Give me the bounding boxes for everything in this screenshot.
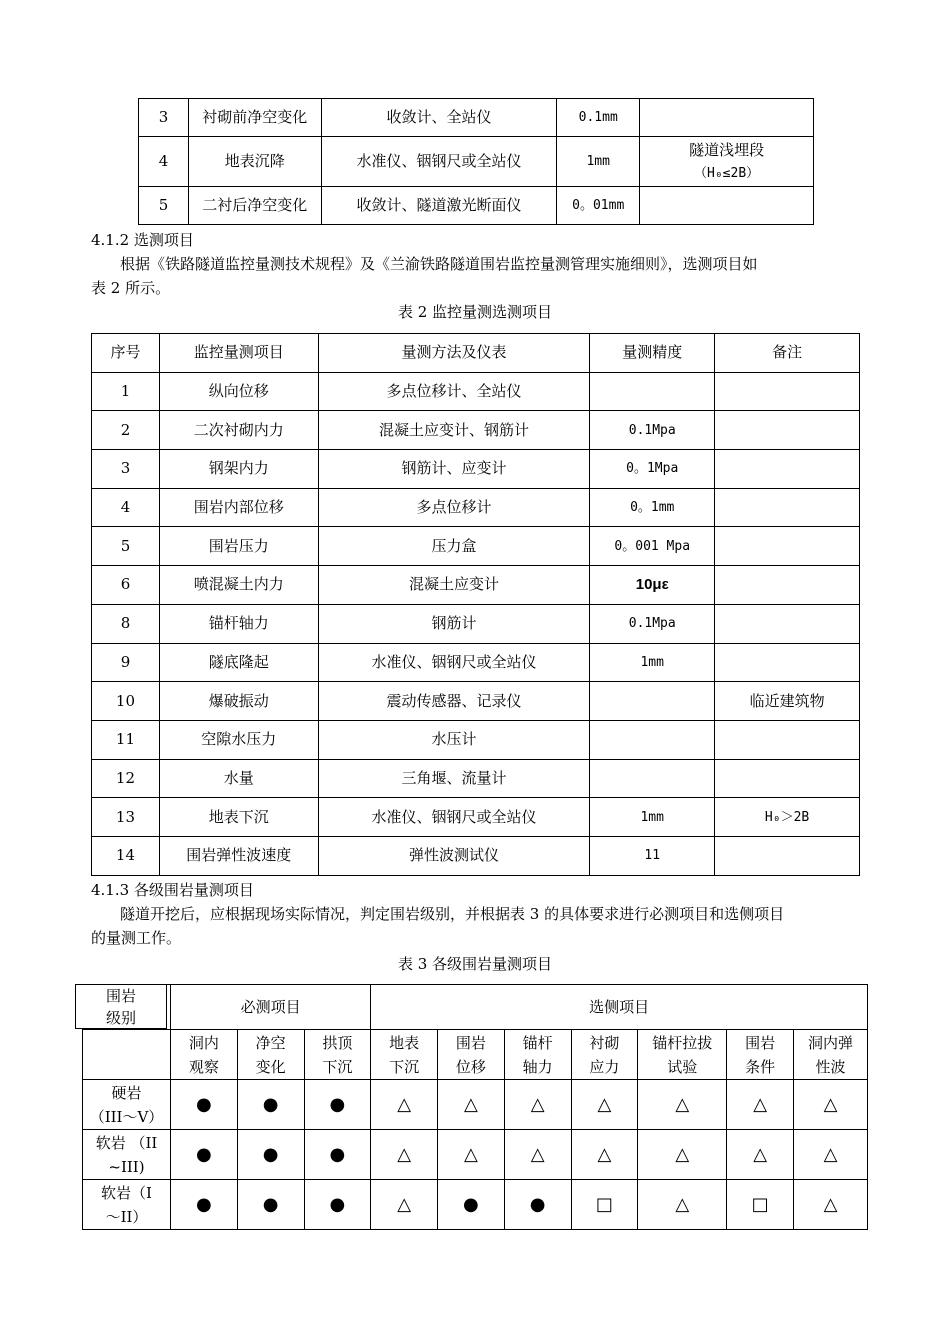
cell: 0.1Mpa: [590, 604, 715, 643]
cell: 钢架内力: [159, 450, 318, 489]
header-cell: [727, 1030, 794, 1080]
header-line-2: 应力: [589, 1057, 620, 1076]
header-line-1: 围岩: [745, 1033, 776, 1052]
header-line-1: 拱顶: [322, 1033, 353, 1052]
cell: 水准仪、铟钢尺或全站仪: [318, 798, 590, 837]
cell: 爆破振动: [159, 682, 318, 721]
table2-caption: 表 2 监控量测选测项目: [397, 303, 553, 321]
cell: 混凝土应变计: [318, 566, 590, 605]
table-row: [92, 411, 860, 450]
cell: 8: [92, 604, 160, 643]
cell: 临近建筑物: [715, 682, 860, 721]
table-row: [92, 798, 860, 837]
header-cell: 量测精度: [590, 334, 715, 373]
rock-grade-corner-label: [75, 984, 167, 1029]
cell: 10με: [590, 566, 715, 605]
cell: 二次衬砌内力: [159, 411, 318, 450]
header-line-2: 下沉: [322, 1057, 353, 1076]
header-line-1: 锚杆: [522, 1033, 553, 1052]
table1: [138, 98, 814, 225]
cell: 水准仪、铟钢尺或全站仪: [318, 643, 590, 682]
header-cell: 量测方法及仪表: [318, 334, 590, 373]
group-optional: 选侧项目: [371, 985, 868, 1030]
cell: 0。001 Mpa: [590, 527, 715, 566]
cell: 5: [92, 527, 160, 566]
cell: 水量: [159, 759, 318, 798]
cell: 10: [92, 682, 160, 721]
corner-line-2: 级别: [105, 1009, 136, 1027]
table-row: [92, 450, 860, 489]
mark-cell: ●: [237, 1180, 304, 1230]
header-line-1: 衬砌: [589, 1033, 620, 1052]
header-line-2: 性波: [815, 1057, 846, 1076]
table-row: [139, 137, 814, 187]
cell: 水压计: [318, 720, 590, 759]
cell: [715, 604, 860, 643]
cell: 3: [92, 450, 160, 489]
header-cell: 序号: [92, 334, 160, 373]
mark-cell: △: [794, 1180, 868, 1230]
mark-cell: ●: [304, 1130, 371, 1180]
corner-line-1: 围岩: [105, 987, 136, 1005]
cell: 11: [92, 720, 160, 759]
header-line-1: 洞内弹: [808, 1033, 854, 1052]
mark-cell: △: [638, 1180, 727, 1230]
cell: 水准仪、铟钢尺或全站仪: [321, 137, 557, 187]
row-label-line-2: ～II）: [105, 1207, 148, 1226]
mark-cell: △: [727, 1080, 794, 1130]
cell: [715, 527, 860, 566]
cell: 地表沉降: [188, 137, 321, 187]
row-label-line-1: 软岩（I: [101, 1183, 152, 1202]
paragraph-413-line1: 隧道开挖后，应根据现场实际情况，判定围岩级别，并根据表 3 的具体要求进行必测项目和选侧项目: [120, 905, 785, 923]
table-row: [92, 372, 860, 411]
mark-cell: ●: [171, 1180, 238, 1230]
header-line-1: 洞内: [188, 1033, 219, 1052]
table-row: [92, 720, 860, 759]
table-group-row: [83, 985, 868, 1030]
header-line-2: 试验: [667, 1057, 698, 1076]
mark-cell: △: [727, 1130, 794, 1180]
cell: 围岩压力: [159, 527, 318, 566]
cell: 弹性波测试仪: [318, 836, 590, 875]
mark-cell: ●: [438, 1180, 505, 1230]
cell: [640, 187, 814, 225]
cell: 压力盒: [318, 527, 590, 566]
mark-cell: △: [438, 1080, 505, 1130]
header-cell: [504, 1030, 571, 1080]
row-label-cell: [83, 1180, 171, 1230]
cell: 0。01mm: [557, 187, 640, 225]
cell: [715, 411, 860, 450]
section-heading-412: 4.1.2 选测项目: [91, 231, 194, 249]
cell: 多点位移计: [318, 488, 590, 527]
cell: 1mm: [590, 798, 715, 837]
header-cell: [237, 1030, 304, 1080]
cell: 收敛计、隧道激光断面仪: [321, 187, 557, 225]
cell: 三角堰、流量计: [318, 759, 590, 798]
cell: 2: [92, 411, 160, 450]
cell: 9: [92, 643, 160, 682]
header-line-2: 条件: [745, 1057, 776, 1076]
mark-cell: ●: [171, 1130, 238, 1180]
table-row: [139, 187, 814, 225]
cell: [715, 720, 860, 759]
header-line-2: 观察: [188, 1057, 219, 1076]
header-cell: [571, 1030, 638, 1080]
header-cell: [83, 1030, 171, 1080]
mark-cell: △: [371, 1130, 438, 1180]
cell: [640, 99, 814, 137]
table-row: [83, 1180, 868, 1230]
cell: H₀＞2B: [715, 798, 860, 837]
paragraph-412-line1: 根据《铁路隧道监控量测技术规程》及《兰渝铁路隧道围岩监控量测管理实施细则》，选测项目如: [120, 255, 758, 273]
row-label-line-2: （III～V）: [89, 1107, 164, 1126]
cell: 钢筋计: [318, 604, 590, 643]
section-heading-413: 4.1.3 各级围岩量测项目: [91, 881, 254, 899]
cell: [715, 488, 860, 527]
header-cell: [438, 1030, 505, 1080]
header-cell: 备注: [715, 334, 860, 373]
cell: 地表下沉: [159, 798, 318, 837]
mark-cell: ●: [304, 1080, 371, 1130]
mark-cell: △: [438, 1130, 505, 1180]
cell: [640, 137, 814, 187]
cell: 纵向位移: [159, 372, 318, 411]
header-line-2: 下沉: [389, 1057, 420, 1076]
mark-cell: ●: [237, 1130, 304, 1180]
cell: 4: [92, 488, 160, 527]
cell: 1mm: [590, 643, 715, 682]
cell: [590, 372, 715, 411]
cell: 0.1Mpa: [590, 411, 715, 450]
cell: 钢筋计、应变计: [318, 450, 590, 489]
header-line-1: 围岩: [455, 1033, 486, 1052]
header-line-1: 锚杆拉拔: [652, 1033, 713, 1052]
cell: [715, 759, 860, 798]
mark-cell: △: [371, 1180, 438, 1230]
mark-cell: △: [504, 1080, 571, 1130]
mark-cell: △: [571, 1080, 638, 1130]
mark-cell: ●: [504, 1180, 571, 1230]
cell: 14: [92, 836, 160, 875]
header-cell: [171, 1030, 238, 1080]
mark-cell: ●: [171, 1080, 238, 1130]
cell: 4: [139, 137, 189, 187]
mark-cell: △: [794, 1080, 868, 1130]
cell: [715, 450, 860, 489]
table-row: [92, 836, 860, 875]
cell: 喷混凝土内力: [159, 566, 318, 605]
cell: 二衬后净空变化: [188, 187, 321, 225]
cell: 多点位移计、全站仪: [318, 372, 590, 411]
table-row: [92, 643, 860, 682]
table-row: [139, 99, 814, 137]
mark-cell: △: [504, 1130, 571, 1180]
cell: [590, 759, 715, 798]
header-line-2: 变化: [255, 1057, 286, 1076]
mark-cell: △: [638, 1130, 727, 1180]
cell: 6: [92, 566, 160, 605]
mark-cell: △: [638, 1080, 727, 1130]
table-row: [92, 759, 860, 798]
cell: 收敛计、全站仪: [321, 99, 557, 137]
header-cell: [371, 1030, 438, 1080]
mark-cell: ●: [304, 1180, 371, 1230]
cell: [715, 372, 860, 411]
table-header-row: [83, 1030, 868, 1080]
table3: [82, 984, 868, 1230]
mark-cell: △: [371, 1080, 438, 1130]
cell: [715, 643, 860, 682]
cell: 12: [92, 759, 160, 798]
cell: 锚杆轴力: [159, 604, 318, 643]
table-row: [92, 566, 860, 605]
header-cell: [794, 1030, 868, 1080]
paragraph-412-line2: 表 2 所示。: [91, 279, 171, 297]
header-line-2: 位移: [455, 1057, 486, 1076]
cell: [590, 682, 715, 721]
cell: [590, 720, 715, 759]
header-line-1: 地表: [389, 1033, 420, 1052]
header-cell: [304, 1030, 371, 1080]
row-label-cell: [83, 1130, 171, 1180]
note-line-2: （H₀≤2B）: [694, 165, 760, 181]
mark-cell: □: [571, 1180, 638, 1230]
cell: 围岩内部位移: [159, 488, 318, 527]
cell: 混凝土应变计、钢筋计: [318, 411, 590, 450]
table-row: [92, 527, 860, 566]
mark-cell: ●: [237, 1080, 304, 1130]
table-header-row: [92, 334, 860, 373]
table-row: [83, 1130, 868, 1180]
note-line-1: 隧道浅埋段: [689, 140, 765, 159]
cell: 震动传感器、记录仪: [318, 682, 590, 721]
cell: 0。1Mpa: [590, 450, 715, 489]
group-required: 必测项目: [171, 985, 371, 1030]
header-line-1: 净空: [255, 1033, 286, 1052]
cell: 0。1mm: [590, 488, 715, 527]
row-label-cell: [83, 1080, 171, 1130]
row-label-line-1: 硬岩: [111, 1083, 142, 1102]
table-row: [92, 604, 860, 643]
mark-cell: □: [727, 1180, 794, 1230]
cell: 13: [92, 798, 160, 837]
cell: 隧底隆起: [159, 643, 318, 682]
cell: 1: [92, 372, 160, 411]
mark-cell: △: [571, 1130, 638, 1180]
cell: 1mm: [557, 137, 640, 187]
cell: 空隙水压力: [159, 720, 318, 759]
cell: 衬砌前净空变化: [188, 99, 321, 137]
cell: 围岩弹性波速度: [159, 836, 318, 875]
cell: 5: [139, 187, 189, 225]
cell: 3: [139, 99, 189, 137]
table-row: [83, 1080, 868, 1130]
table-row: [92, 488, 860, 527]
cell: 0.1mm: [557, 99, 640, 137]
table3-caption: 表 3 各级围岩量测项目: [397, 955, 553, 973]
table-row: [92, 682, 860, 721]
header-line-2: 轴力: [522, 1057, 553, 1076]
header-cell: [638, 1030, 727, 1080]
cell: [715, 836, 860, 875]
row-label-line-1: 软岩 （II: [95, 1133, 158, 1152]
row-label-line-2: ~III): [108, 1157, 145, 1176]
paragraph-413-line2: 的量测工作。: [91, 929, 182, 947]
table2: [91, 333, 860, 876]
mark-cell: △: [794, 1130, 868, 1180]
header-cell: 监控量测项目: [159, 334, 318, 373]
cell: 11: [590, 836, 715, 875]
cell: [715, 566, 860, 605]
